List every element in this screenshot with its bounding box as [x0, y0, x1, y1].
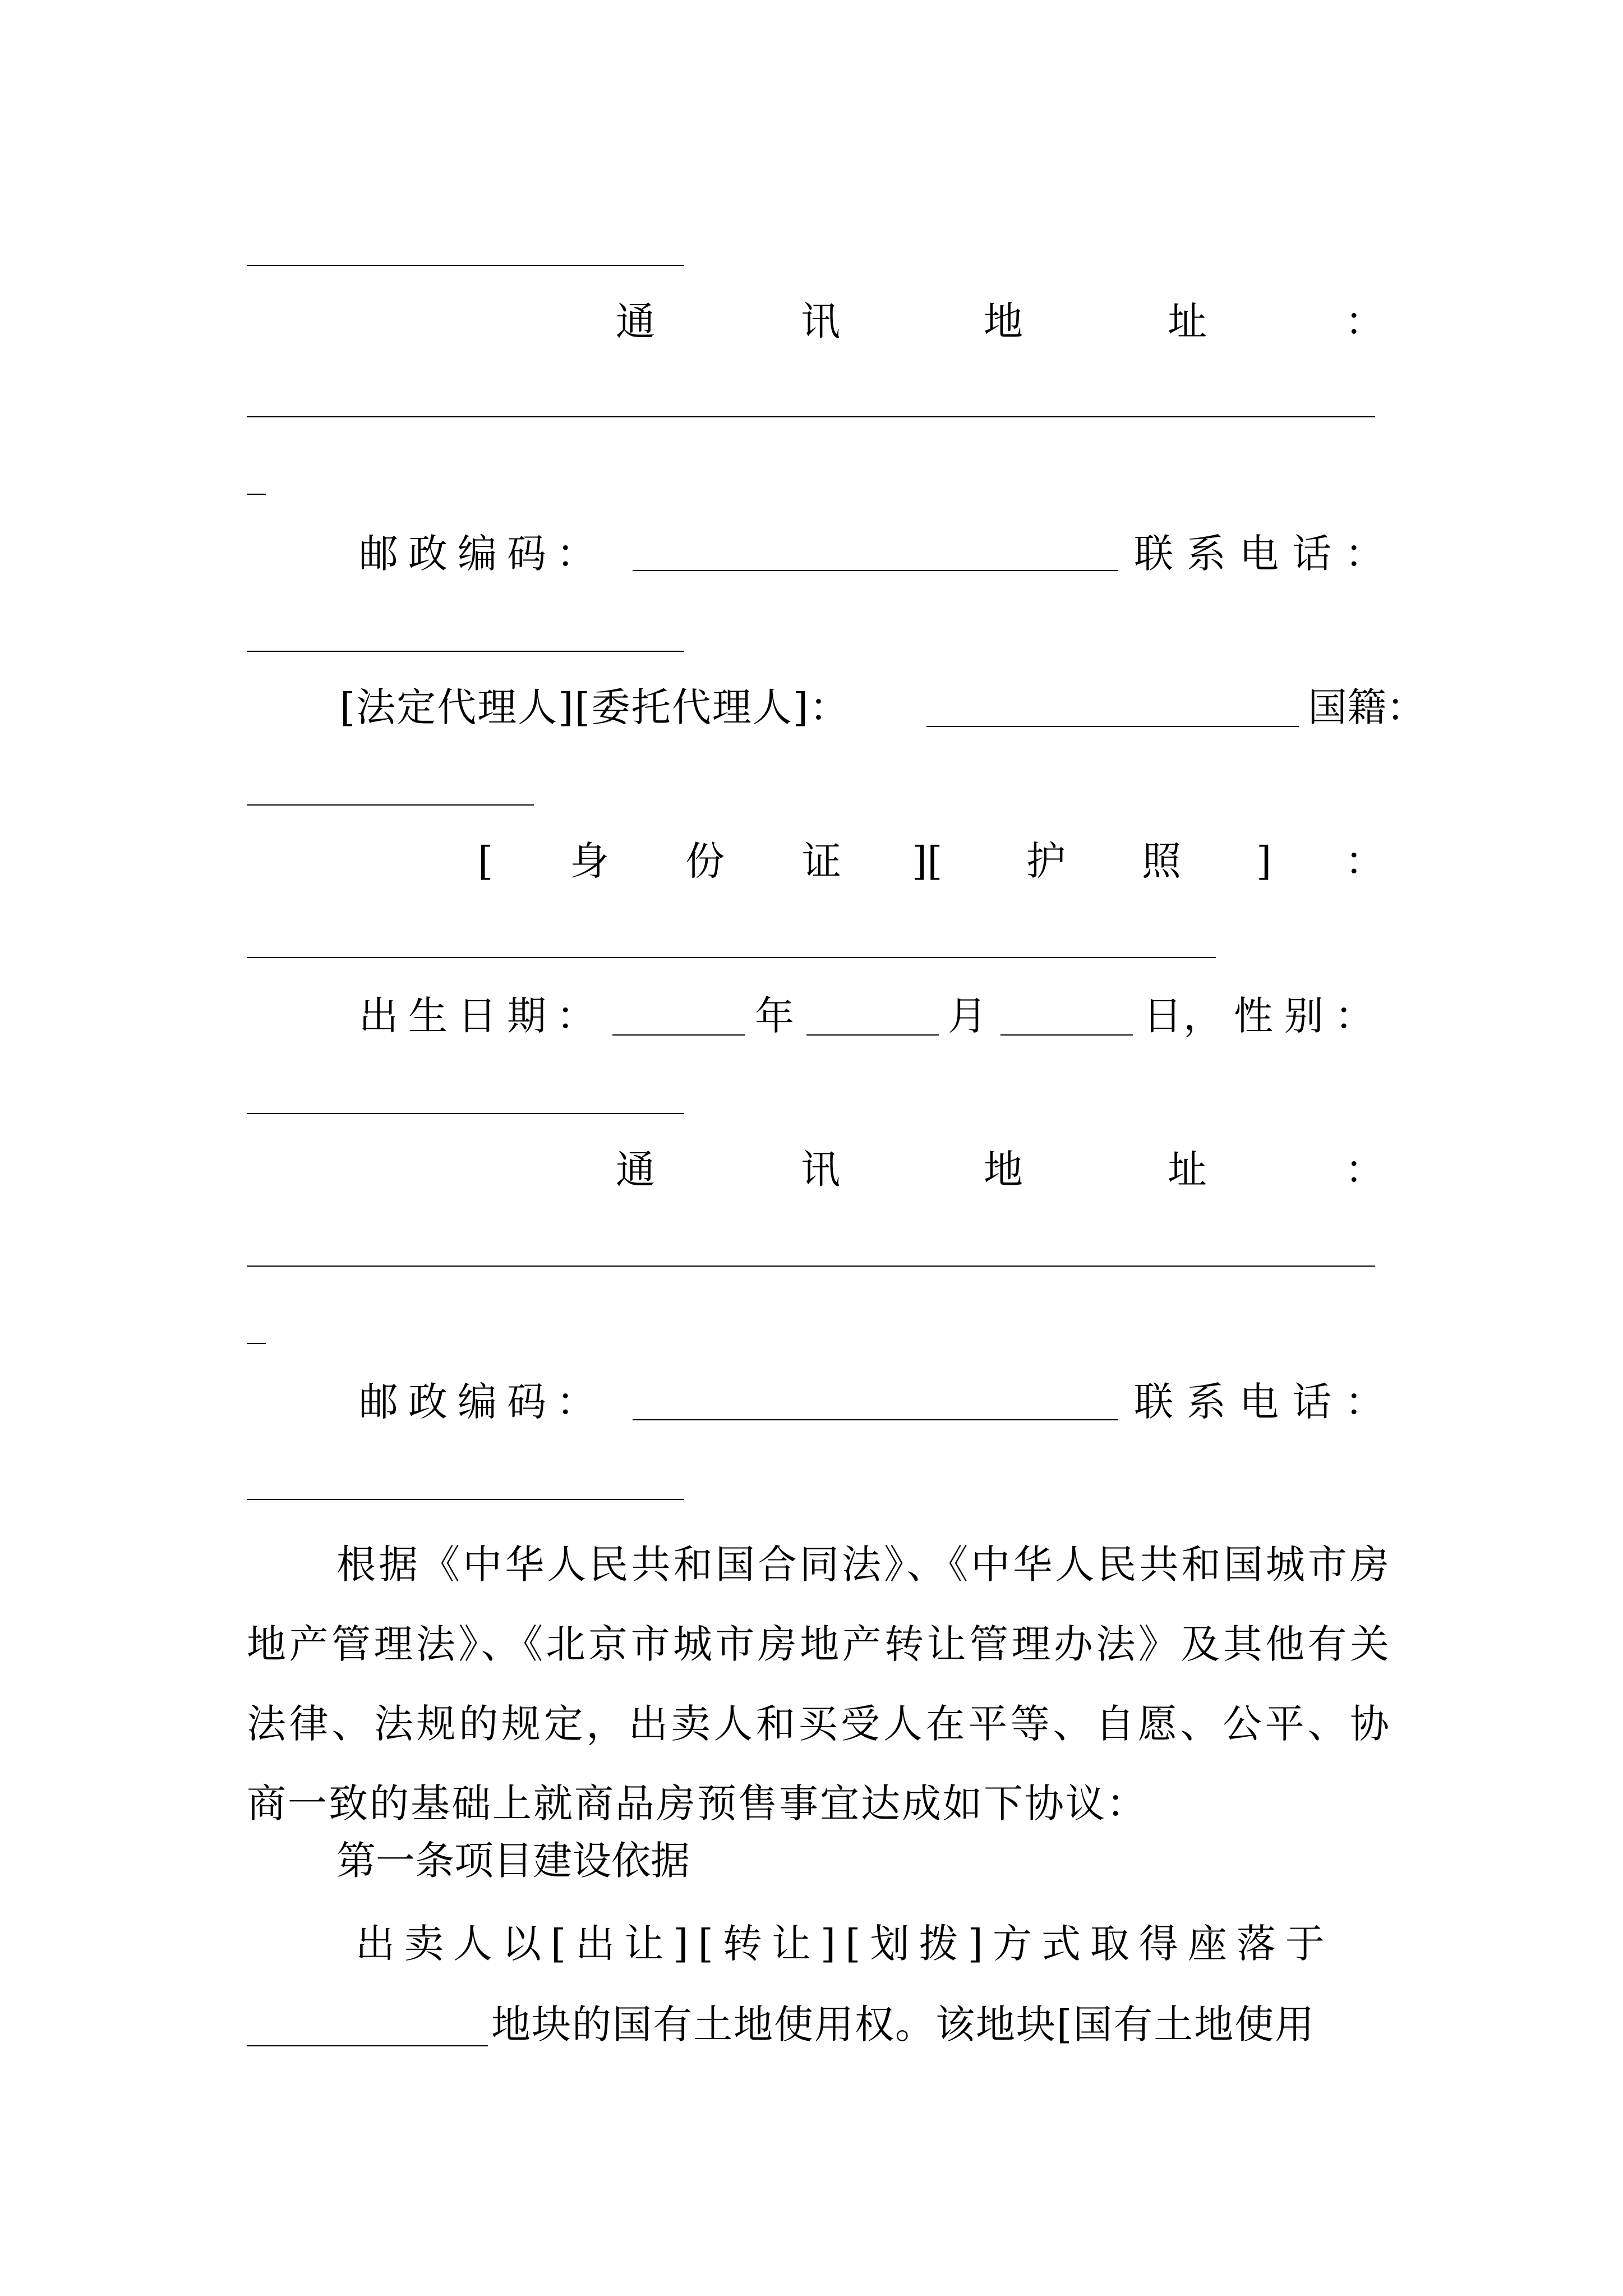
id-char: 身: [570, 838, 609, 884]
postal-char: 邮: [359, 1379, 398, 1425]
phone-char: ：: [1345, 531, 1384, 577]
id-char: ][: [912, 838, 943, 884]
month-label: 月: [948, 993, 987, 1039]
address-field-tail: [247, 494, 266, 495]
birth-date-label: 出生日期：: [359, 993, 606, 1039]
id-char: 护: [1026, 838, 1066, 884]
phone-char: 话: [1292, 1379, 1331, 1425]
phone-char: 话: [1292, 531, 1331, 577]
id-char: 照: [1142, 838, 1181, 884]
address-char: 讯: [801, 1147, 840, 1193]
article-1-line-1: 出卖人以[出让][转让][划拨]方式取得座落于: [356, 1921, 1334, 1967]
phone-char: 联: [1134, 531, 1173, 577]
postal-char: 编: [458, 1379, 497, 1425]
year-label: 年: [755, 993, 794, 1039]
id-char: 证: [802, 838, 841, 884]
id-number-field[interactable]: [247, 957, 1216, 958]
id-char: ：: [1345, 838, 1384, 884]
birth-year-field[interactable]: [612, 1034, 745, 1036]
id-char: 份: [685, 838, 725, 884]
address-char: 通: [616, 1147, 655, 1193]
nationality-field[interactable]: [247, 804, 534, 806]
agent-label: [法定代理人][委托代理人]：: [340, 684, 850, 730]
agent-name-field[interactable]: [926, 726, 1299, 727]
phone-char: 系: [1187, 531, 1226, 577]
postal-char: ：: [556, 1379, 596, 1425]
postal-char: 邮: [359, 531, 398, 577]
fill-line: [247, 265, 684, 266]
postal-char: 码: [507, 531, 546, 577]
address-char: 址: [1168, 298, 1207, 344]
address-field[interactable]: [247, 416, 1375, 417]
postal-code-field[interactable]: [633, 570, 1118, 571]
address-char: ：: [1345, 298, 1384, 344]
postal-char: 编: [458, 531, 497, 577]
phone-char: 电: [1239, 1379, 1279, 1425]
agent-address-field[interactable]: [247, 1266, 1375, 1267]
preamble-paragraph: [247, 1525, 1391, 1843]
id-char: ]: [1256, 838, 1272, 884]
postal-char: 码: [507, 1379, 546, 1425]
phone-char: 联: [1134, 1379, 1173, 1425]
address-char: 址: [1168, 1147, 1207, 1193]
id-char: [: [478, 838, 494, 884]
birth-month-field[interactable]: [806, 1034, 939, 1036]
birth-day-field[interactable]: [1000, 1034, 1133, 1036]
gender-field[interactable]: [247, 1113, 684, 1114]
phone-field[interactable]: [247, 651, 684, 652]
gender-label: ，性别：: [1183, 993, 1385, 1039]
agent-postal-code-field[interactable]: [633, 1419, 1118, 1420]
article-1-title: 第一条项目建设依据: [336, 1838, 690, 1884]
article-1-line-2: 地块的国有土地使用权。该地块[国有土地使用: [491, 2001, 1316, 2047]
phone-char: 电: [1239, 531, 1279, 577]
postal-char: ：: [556, 531, 596, 577]
address-char: 讯: [801, 298, 840, 344]
agent-phone-field[interactable]: [247, 1499, 684, 1500]
phone-char: ：: [1345, 1379, 1384, 1425]
address-char: 地: [984, 1147, 1023, 1193]
address-char: ：: [1345, 1147, 1384, 1193]
phone-char: 系: [1187, 1379, 1226, 1425]
agent-address-field-tail: [247, 1343, 266, 1344]
preamble-text: 根据《中华人民共和国合同法》、《中华人民共和国城市房地产管理法》、《北京市城市房地产转让管理办法》及其他有关法律、法规的规定，出卖人和买受人在平等、自愿、公平、协商一致的基础上就商品房预售事宜达成如下协议：: [247, 1542, 1391, 1826]
address-char: 通: [616, 298, 655, 344]
postal-char: 政: [408, 531, 448, 577]
postal-char: 政: [408, 1379, 448, 1425]
nationality-label: 国籍：: [1308, 684, 1426, 730]
land-location-field[interactable]: [247, 2045, 488, 2046]
address-char: 地: [984, 298, 1023, 344]
day-label: 日: [1143, 993, 1182, 1039]
